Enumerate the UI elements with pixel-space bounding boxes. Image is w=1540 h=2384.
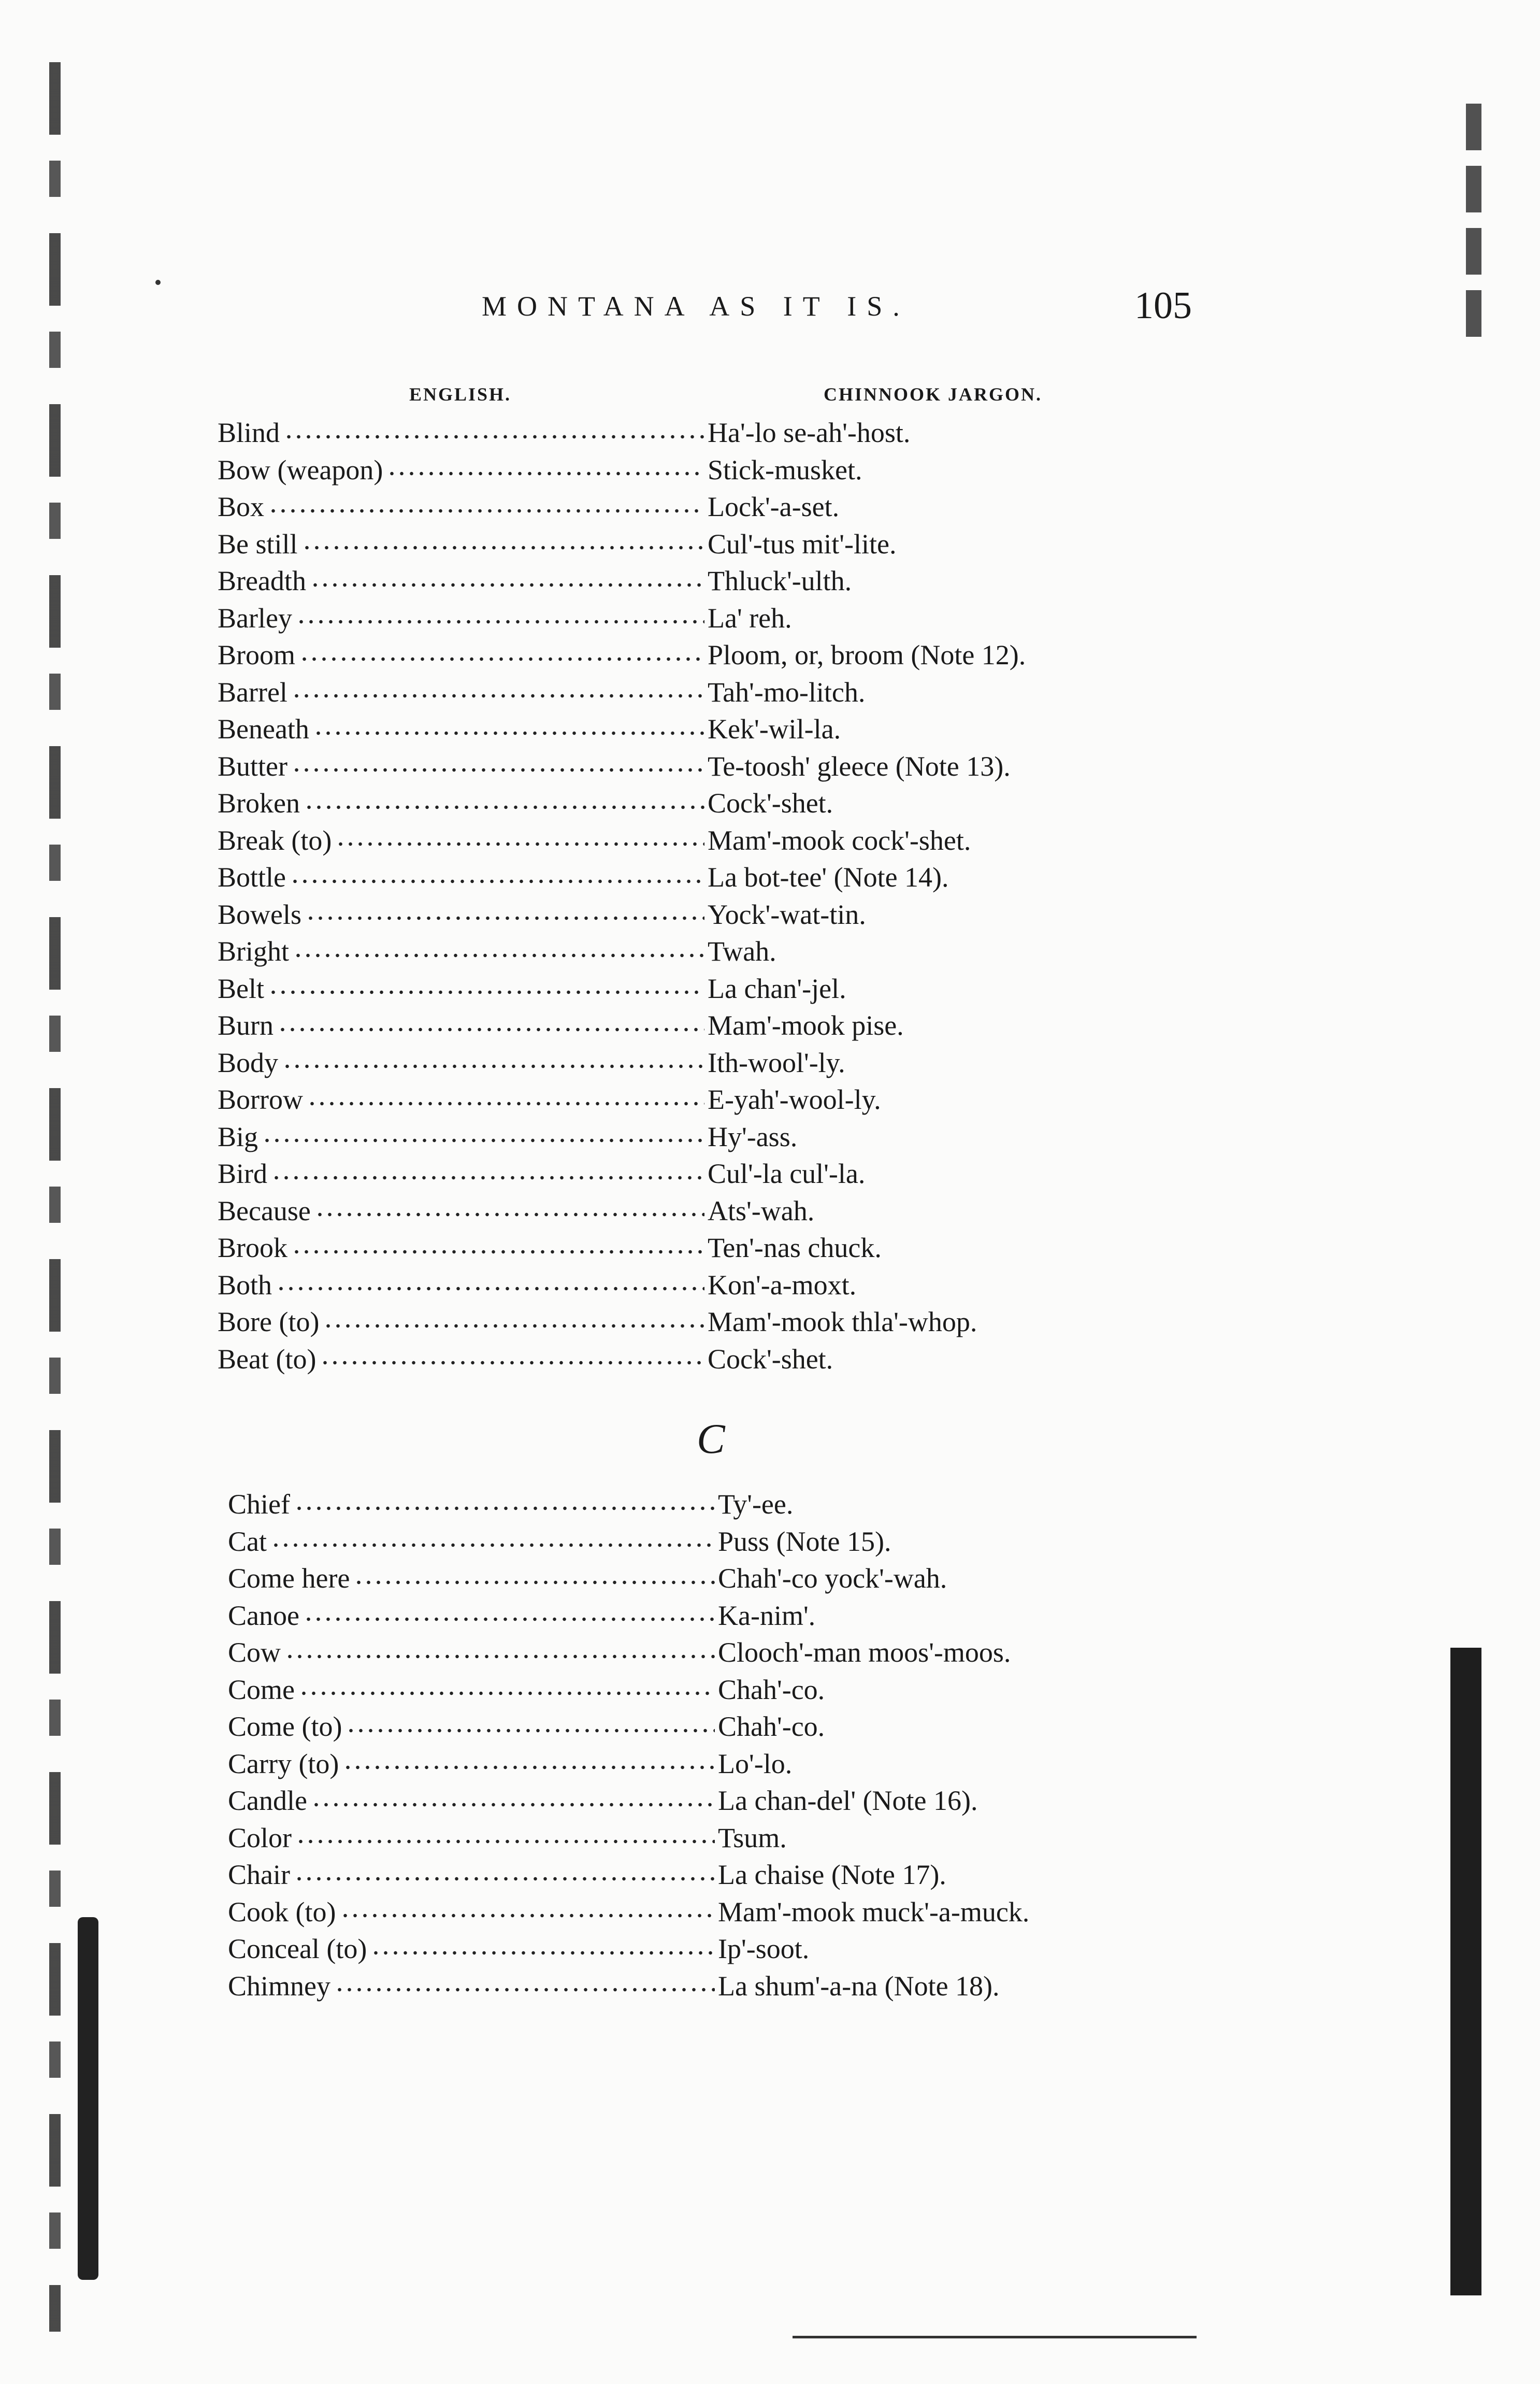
english-word: Candle [228,1785,307,1816]
entry-english-cell [218,1081,704,1119]
vocabulary-entry [228,1560,1109,1597]
dot-leader [346,1725,715,1736]
vocabulary-entry [228,1486,1109,1523]
dot-leader [387,468,704,479]
entry-english-cell [218,526,704,563]
entry-english-cell [218,970,704,1008]
dot-leader [371,1948,715,1958]
chinook-translation: Tah'-mo-litch. [708,676,866,708]
vocabulary-entry [218,1119,1098,1156]
chinook-translation: Ith-wool'-ly. [708,1047,845,1078]
english-word: Chair [228,1859,290,1890]
vocabulary-entry [228,1782,1109,1820]
chinook-translation: Twah. [708,936,776,967]
english-word: Burn [218,1010,274,1041]
chinook-translation: Ten'-nas chuck. [708,1232,882,1263]
vocabulary-entry [218,822,1098,860]
vocabulary-entry [218,526,1098,563]
chinook-translation: La chaise (Note 17). [718,1859,946,1890]
dot-leader [285,1651,715,1662]
english-word: Carry (to) [228,1748,339,1779]
entry-english-cell [218,1045,704,1082]
entry-english-cell [218,415,704,452]
english-word: Color [228,1822,292,1853]
english-word: Bird [218,1158,268,1189]
dot-leader [311,1800,715,1810]
dot-leader [304,802,704,812]
english-word: Breadth [218,565,306,596]
chinook-translation: La shum'-a-na (Note 18). [718,1970,1000,2002]
dot-leader [292,765,704,775]
vocabulary-entry [218,1304,1098,1341]
vocabulary-entry [228,1894,1109,1931]
vocabulary-entry [218,1267,1098,1304]
scan-edge-right [1466,104,1481,342]
chinook-translation: Chah'-co yock'-wah. [718,1563,947,1594]
dot-leader [336,839,704,849]
vocabulary-entry [218,785,1098,822]
chinook-translation: Mam'-mook cock'-shet. [708,824,971,856]
chinook-translation: Chah'-co. [718,1674,825,1705]
entry-english-cell [218,711,704,748]
scan-edge-left-mark [78,1917,98,2280]
english-word: Break (to) [218,824,332,856]
vocabulary-entry [228,1708,1109,1746]
entry-english-cell [218,748,704,786]
dot-leader [340,1910,715,1921]
dot-leader [354,1577,715,1588]
dot-leader [335,1985,715,1995]
english-word: Box [218,491,265,522]
dot-leader [299,1688,715,1698]
entry-english-cell [228,1486,715,1523]
dot-leader [296,1836,715,1847]
entry-english-cell [218,674,704,711]
vocabulary-entry [218,674,1098,711]
chinook-translation: Mam'-mook pise. [708,1010,904,1041]
english-word: Barley [218,602,292,634]
vocabulary-entry [218,1230,1098,1267]
entry-english-cell [228,1560,715,1597]
english-word: Bowels [218,898,301,930]
entry-english-cell [228,1894,715,1931]
dot-leader [313,728,704,738]
dot-leader [302,543,704,553]
scan-speck [155,280,161,285]
vocabulary-entry [218,748,1098,786]
vocabulary-entry [218,1007,1098,1045]
english-word: Cat [228,1525,267,1557]
entry-english-cell [228,1782,715,1820]
vocabulary-entry [228,1931,1109,1968]
dot-leader [323,1321,704,1331]
chinook-translation: Hy'-ass. [708,1121,798,1152]
entry-english-cell [218,637,704,674]
entry-english-cell [218,1341,704,1378]
scan-bottom-rule [793,2336,1197,2338]
dot-leader [292,691,704,701]
entry-english-cell [228,1820,715,1857]
chinook-translation: Thluck'-ulth. [708,565,852,596]
entry-english-cell [228,1634,715,1672]
entry-english-cell [218,1119,704,1156]
chinook-translation: La chan'-jel. [708,973,846,1004]
vocabulary-entry [218,711,1098,748]
dot-leader [310,580,704,590]
vocabulary-entry [218,970,1098,1008]
chinook-translation: Kek'-wil-la. [708,713,841,745]
dot-leader [282,1061,704,1072]
chinook-translation: Ha'-lo se-ah'-host. [708,417,911,448]
entry-english-cell [228,1968,715,2005]
vocabulary-entry [228,1968,1109,2005]
chinook-translation: Puss (Note 15). [718,1525,891,1557]
entry-english-cell [228,1708,715,1746]
english-word: Come (to) [228,1711,342,1742]
section-c-entries [228,1486,1109,2005]
english-word: Come [228,1674,295,1705]
chinook-translation: Cul'-la cul'-la. [708,1158,866,1189]
running-title: MONTANA AS IT IS. [482,291,910,322]
dot-leader [299,654,704,664]
chinook-translation: Mam'-mook thla'-whop. [708,1306,977,1337]
entry-english-cell [218,489,704,526]
vocabulary-entry [228,1857,1109,1894]
english-word: Bow (weapon) [218,454,383,486]
chinook-translation: Ty'-ee. [718,1489,794,1520]
vocabulary-entry [218,415,1098,452]
dot-leader [343,1762,715,1773]
chinook-translation: Stick-musket. [708,454,862,486]
dot-leader [320,1358,704,1368]
vocabulary-entry [218,1155,1098,1193]
english-word: Broom [218,639,296,670]
english-word: Blind [218,417,280,448]
entry-english-cell [228,1523,715,1561]
dot-leader [307,1098,704,1109]
vocabulary-entry [218,896,1098,934]
vocabulary-entry [218,637,1098,674]
vocabulary-entry [218,859,1098,896]
entry-english-cell [218,1193,704,1230]
english-word: Bottle [218,862,286,893]
english-word: Big [218,1121,258,1152]
chinook-translation: Lo'-lo. [718,1748,793,1779]
english-word: Brook [218,1232,287,1263]
scan-edge-right-mark [1450,1648,1481,2295]
entry-english-cell [228,1857,715,1894]
dot-leader [278,1024,704,1035]
english-word: Barrel [218,676,287,708]
entry-english-cell [218,1304,704,1341]
chinook-translation: Clooch'-man moos'-moos. [718,1637,1011,1668]
chinook-translation: Te-toosh' gleece (Note 13). [708,750,1011,782]
chinook-translation: Cock'-shet. [708,788,833,819]
chinook-translation: Ka-nim'. [718,1600,816,1631]
vocabulary-entry [218,1045,1098,1082]
dot-leader [304,1614,715,1624]
chinook-translation: Yock'-wat-tin. [708,898,866,930]
vocabulary-entry [228,1523,1109,1561]
english-word: Bright [218,936,290,967]
dot-leader [262,1135,704,1146]
vocabulary-entry [218,600,1098,637]
english-word: Cook (to) [228,1896,336,1928]
vocabulary-entry [218,1081,1098,1119]
chinook-translation: Chah'-co. [718,1711,825,1742]
english-word: Belt [218,973,264,1004]
column-heading-english: ENGLISH. [409,384,512,405]
dot-leader [294,1874,715,1884]
chinook-translation: Cock'-shet. [708,1343,833,1375]
entry-english-cell [218,822,704,860]
vocabulary-entry [228,1634,1109,1672]
vocabulary-entry [228,1672,1109,1709]
chinook-translation: Cul'-tus mit'-lite. [708,528,897,560]
entry-english-cell [218,1267,704,1304]
english-word: Beat (to) [218,1343,316,1375]
english-word: Canoe [228,1600,299,1631]
english-word: Butter [218,750,287,782]
dot-leader [284,432,704,442]
dot-leader [271,1540,715,1550]
dot-leader [315,1209,704,1220]
english-word: Both [218,1269,272,1301]
english-word: Bore (to) [218,1306,320,1337]
english-word: Chimney [228,1970,330,2002]
dot-leader [293,950,704,961]
entry-english-cell [228,1672,715,1709]
vocabulary-entry [228,1820,1109,1857]
dot-leader [306,913,704,923]
dot-leader [271,1173,704,1183]
english-word: Body [218,1047,279,1078]
entry-english-cell [218,600,704,637]
dot-leader [296,617,704,627]
chinook-translation: Kon'-a-moxt. [708,1269,857,1301]
vocabulary-entry [218,452,1098,489]
entry-english-cell [218,1155,704,1193]
entry-english-cell [218,896,704,934]
entry-english-cell [218,563,704,600]
chinook-translation: Ip'-soot. [718,1933,810,1964]
chinook-translation: La chan-del' (Note 16). [718,1785,978,1816]
chinook-translation: Tsum. [718,1822,787,1853]
english-word: Broken [218,788,300,819]
section-b-entries [218,415,1098,1378]
entry-english-cell [218,1230,704,1267]
vocabulary-entry [218,489,1098,526]
chinook-translation: E-yah'-wool-ly. [708,1084,881,1115]
entry-english-cell [218,785,704,822]
vocabulary-entry [228,1597,1109,1635]
dot-leader [268,506,704,516]
english-word: Chief [228,1489,290,1520]
entry-english-cell [228,1746,715,1783]
english-word: Beneath [218,713,309,745]
chinook-translation: Lock'-a-set. [708,491,840,522]
english-word: Because [218,1195,311,1226]
vocabulary-entry [218,1193,1098,1230]
english-word: Come here [228,1563,350,1594]
chinook-translation: La bot-tee' (Note 14). [708,862,949,893]
dot-leader [276,1283,704,1294]
chinook-translation: Ats'-wah. [708,1195,815,1226]
dot-leader [268,987,704,997]
column-heading-chinook: CHINNOOK JARGON. [824,384,1043,405]
vocabulary-entry [228,1746,1109,1783]
entry-english-cell [228,1597,715,1635]
vocabulary-entry [218,563,1098,600]
chinook-translation: La' reh. [708,602,792,634]
page-number: 105 [1134,284,1192,327]
section-letter: C [697,1415,725,1462]
english-word: Conceal (to) [228,1933,367,1964]
vocabulary-entry [218,933,1098,970]
dot-leader [290,876,704,887]
entry-english-cell [218,452,704,489]
english-word: Cow [228,1637,281,1668]
entry-english-cell [218,1007,704,1045]
english-word: Borrow [218,1084,303,1115]
vocabulary-entry [218,1341,1098,1378]
entry-english-cell [218,933,704,970]
chinook-translation: Ploom, or, broom (Note 12). [708,639,1026,670]
entry-english-cell [228,1931,715,1968]
entry-english-cell [218,859,704,896]
english-word: Be still [218,528,298,560]
chinook-translation: Mam'-mook muck'-a-muck. [718,1896,1030,1928]
dot-leader [294,1503,715,1514]
dot-leader [292,1247,704,1257]
scan-edge-left [49,62,61,2332]
